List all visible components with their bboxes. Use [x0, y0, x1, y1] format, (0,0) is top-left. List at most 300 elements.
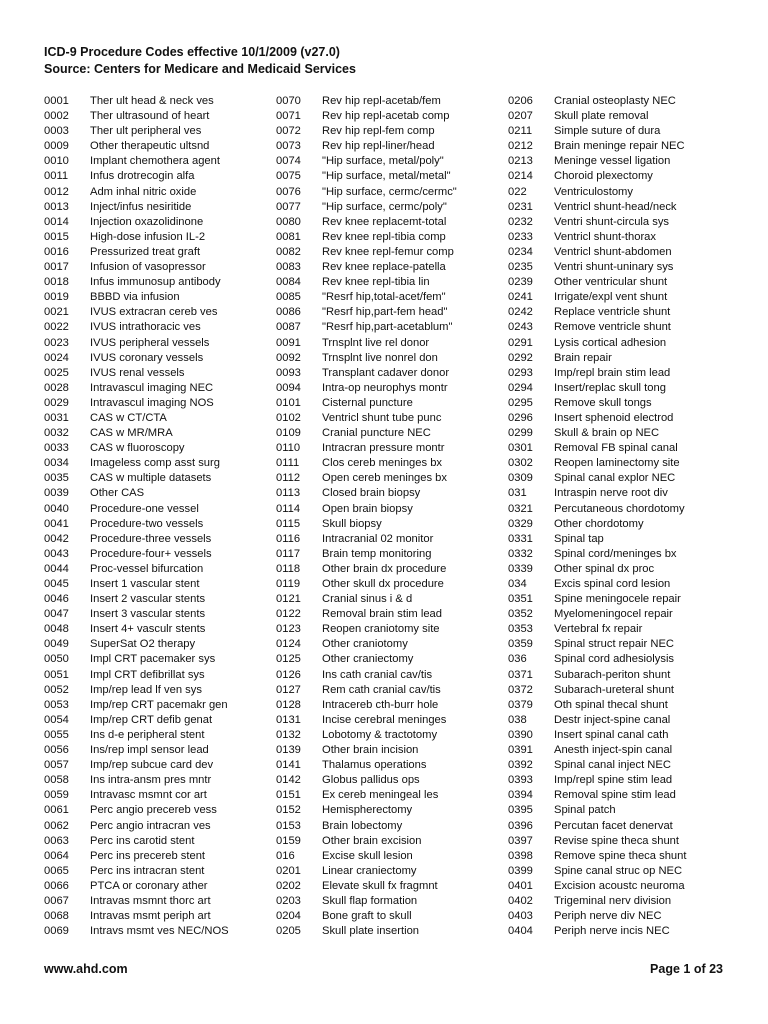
- procedure-code: 0032: [44, 427, 69, 440]
- code-row: [276, 698, 501, 713]
- procedure-code: 0047: [44, 608, 69, 621]
- procedure-code: 0068: [44, 910, 69, 923]
- code-row: [44, 849, 269, 864]
- procedure-description: Clos cereb meninges bx: [322, 457, 443, 470]
- code-row: [276, 622, 501, 637]
- procedure-code: 0372: [508, 683, 533, 696]
- code-column-3: [508, 94, 733, 939]
- code-row: [44, 577, 269, 592]
- code-row: [276, 471, 501, 486]
- procedure-code: 0003: [44, 125, 69, 138]
- code-row: [276, 562, 501, 577]
- procedure-description: IVUS renal vessels: [90, 366, 185, 379]
- code-row: [44, 230, 269, 245]
- procedure-description: Ins/rep impl sensor lead: [90, 744, 209, 757]
- procedure-description: Ther ult head & neck ves: [90, 95, 214, 107]
- procedure-description: Infus immunosup antibody: [90, 276, 221, 289]
- code-row: [276, 607, 501, 622]
- procedure-description: Cisternal puncture: [322, 396, 413, 409]
- procedure-description: Other chordotomy: [554, 517, 644, 530]
- procedure-code: 0040: [44, 502, 69, 515]
- procedure-description: Trnsplnt live rel donor: [322, 336, 430, 349]
- code-row: [44, 411, 269, 426]
- code-row: [508, 547, 733, 562]
- procedure-code: 0042: [44, 532, 69, 545]
- code-row: [44, 894, 269, 909]
- procedure-description: Excision acoustc neuroma: [554, 879, 685, 892]
- procedure-code: 0153: [276, 819, 301, 832]
- procedure-description: Other craniotomy: [322, 638, 408, 651]
- code-row: [44, 381, 269, 396]
- procedure-description: Ventricl shunt-abdomen: [554, 245, 672, 258]
- procedure-code: 034: [508, 578, 527, 590]
- code-row: [276, 109, 501, 124]
- procedure-code: 0061: [44, 804, 69, 817]
- procedure-description: Rev knee replacemt-total: [322, 215, 447, 228]
- procedure-description: Insert/replac skull tong: [554, 381, 666, 394]
- procedure-description: Skull biopsy: [322, 517, 382, 530]
- procedure-description: Perc ins precereb stent: [90, 849, 206, 862]
- procedure-description: Cranial puncture NEC: [322, 427, 431, 440]
- code-row: [508, 154, 733, 169]
- procedure-description: Insert 2 vascular stents: [90, 593, 206, 606]
- procedure-code: 0094: [276, 381, 301, 394]
- procedure-description: Rev knee repl-tibia lin: [322, 276, 430, 289]
- code-row: [276, 849, 501, 864]
- procedure-code: 0059: [44, 789, 69, 802]
- procedure-code: 0214: [508, 170, 533, 183]
- procedure-code: 0087: [276, 321, 301, 334]
- code-row: [44, 320, 269, 335]
- code-row: [508, 94, 733, 109]
- procedure-code: 0071: [276, 110, 301, 123]
- procedure-code: 0028: [44, 381, 69, 394]
- code-row: [508, 924, 733, 939]
- procedure-code: 0233: [508, 230, 533, 243]
- code-row: [44, 683, 269, 698]
- procedure-code: 0293: [508, 366, 533, 379]
- code-row: [508, 305, 733, 320]
- code-row: [276, 94, 501, 109]
- procedure-description: Spine canal struc op NEC: [554, 864, 683, 877]
- code-row: [508, 124, 733, 139]
- code-row: [276, 728, 501, 743]
- procedure-description: Brain repair: [554, 351, 612, 364]
- procedure-code: 0329: [508, 517, 533, 530]
- procedure-code: 0009: [44, 140, 69, 153]
- procedure-code: 0402: [508, 894, 533, 907]
- procedure-code: 0332: [508, 547, 533, 560]
- procedure-code: 0014: [44, 215, 69, 228]
- procedure-description: Imp/repl brain stim lead: [554, 366, 671, 379]
- procedure-code: 0011: [44, 170, 69, 183]
- code-row: [44, 441, 269, 456]
- procedure-description: Incise cerebral meninges: [322, 713, 447, 726]
- code-row: [276, 773, 501, 788]
- procedure-code: 0131: [276, 713, 301, 726]
- procedure-description: Cranial osteoplasty NEC: [554, 95, 676, 107]
- code-row: [44, 185, 269, 200]
- procedure-code: 0211: [508, 125, 533, 138]
- procedure-code: 0055: [44, 728, 69, 741]
- code-row: [276, 803, 501, 818]
- code-row: [508, 336, 733, 351]
- procedure-description: Inject/infus nesiritide: [90, 200, 192, 213]
- procedure-code: 0403: [508, 910, 533, 923]
- procedure-description: Ventricl shunt tube punc: [322, 411, 442, 424]
- procedure-code: 0232: [508, 215, 533, 228]
- code-row: [44, 426, 269, 441]
- procedure-description: Ventri shunt-uninary sys: [554, 261, 674, 274]
- code-row: [508, 245, 733, 260]
- code-row: [276, 366, 501, 381]
- procedure-description: Ventri shunt-circula sys: [554, 215, 670, 228]
- procedure-code: 0394: [508, 789, 533, 802]
- document-title: ICD-9 Procedure Codes effective 10/1/2009 (v27.0): [44, 45, 340, 59]
- code-row: [508, 909, 733, 924]
- procedure-description: Irrigate/expl vent shunt: [554, 291, 668, 304]
- procedure-description: Spinal tap: [554, 532, 604, 545]
- procedure-code: 0111: [276, 457, 300, 470]
- code-row: [276, 320, 501, 335]
- procedure-code: 0031: [44, 411, 69, 424]
- procedure-code: 0034: [44, 457, 69, 470]
- code-row: [508, 532, 733, 547]
- code-row: [508, 743, 733, 758]
- procedure-code: 0046: [44, 593, 69, 606]
- procedure-code: 0231: [508, 200, 533, 213]
- procedure-description: IVUS intrathoracic ves: [90, 321, 201, 334]
- procedure-description: Reopen craniotomy site: [322, 623, 440, 636]
- procedure-code: 0022: [44, 321, 69, 334]
- procedure-description: Intravasc msmnt cor art: [90, 789, 207, 802]
- procedure-description: Proc-vessel bifurcation: [90, 562, 204, 575]
- procedure-description: Trigeminal nerv division: [554, 894, 672, 907]
- code-row: [44, 215, 269, 230]
- procedure-code: 0242: [508, 306, 533, 319]
- procedure-description: Periph nerve incis NEC: [554, 925, 670, 938]
- procedure-description: Spinal canal inject NEC: [554, 759, 671, 772]
- code-row: [44, 607, 269, 622]
- procedure-description: Remove ventricle shunt: [554, 321, 671, 334]
- procedure-code: 0321: [508, 502, 533, 515]
- code-row: [508, 109, 733, 124]
- procedure-description: Rev hip repl-fem comp: [322, 125, 435, 138]
- code-row: [44, 592, 269, 607]
- code-row: [44, 819, 269, 834]
- procedure-code: 0206: [508, 95, 533, 107]
- procedure-description: CAS w fluoroscopy: [90, 442, 185, 455]
- procedure-description: IVUS peripheral vessels: [90, 336, 210, 349]
- code-row: [276, 894, 501, 909]
- procedure-description: Insert sphenoid electrod: [554, 411, 674, 424]
- procedure-code: 0395: [508, 804, 533, 817]
- procedure-description: "Hip surface, cermc/poly": [322, 200, 447, 213]
- code-row: [44, 456, 269, 471]
- procedure-code: 0043: [44, 547, 69, 560]
- procedure-code: 0058: [44, 774, 69, 787]
- procedure-description: CAS w MR/MRA: [90, 427, 173, 440]
- procedure-description: Other therapeutic ultsnd: [90, 140, 210, 153]
- procedure-description: Intravas msmt periph art: [90, 910, 211, 923]
- procedure-description: Subarach-periton shunt: [554, 668, 671, 681]
- procedure-code: 0093: [276, 366, 301, 379]
- procedure-description: Intravas msmnt thorc art: [90, 894, 211, 907]
- code-row: [276, 245, 501, 260]
- procedure-description: Spinal struct repair NEC: [554, 638, 674, 651]
- code-row: [276, 577, 501, 592]
- procedure-code: 0118: [276, 562, 301, 575]
- procedure-description: Excise skull lesion: [322, 849, 413, 862]
- procedure-description: Intravascul imaging NEC: [90, 381, 214, 394]
- procedure-description: Intracran pressure montr: [322, 442, 445, 455]
- procedure-description: Subarach-ureteral shunt: [554, 683, 675, 696]
- procedure-description: Impl CRT pacemaker sys: [90, 653, 216, 666]
- code-row: [508, 426, 733, 441]
- code-row: [508, 758, 733, 773]
- procedure-code: 0073: [276, 140, 301, 153]
- code-row: [276, 637, 501, 652]
- procedure-description: Lysis cortical adhesion: [554, 336, 667, 349]
- code-row: [276, 351, 501, 366]
- procedure-code: 036: [508, 653, 527, 666]
- procedure-code: 0124: [276, 638, 301, 651]
- code-row: [44, 879, 269, 894]
- procedure-code: 0082: [276, 245, 301, 258]
- procedure-description: Other ventricular shunt: [554, 276, 668, 289]
- procedure-description: Myelomeningocel repair: [554, 608, 673, 621]
- code-row: [44, 743, 269, 758]
- procedure-code: 0023: [44, 336, 69, 349]
- code-row: [276, 411, 501, 426]
- code-row: [44, 200, 269, 215]
- procedure-code: 0116: [276, 532, 301, 545]
- procedure-code: 0016: [44, 245, 69, 258]
- code-row: [276, 486, 501, 501]
- procedure-code: 0128: [276, 698, 301, 711]
- procedure-description: PTCA or coronary ather: [90, 879, 208, 892]
- procedure-description: Other brain dx procedure: [322, 562, 447, 575]
- procedure-code: 0081: [276, 230, 301, 243]
- procedure-description: Brain temp monitoring: [322, 547, 432, 560]
- procedure-description: Intravs msmt ves NEC/NOS: [90, 925, 229, 938]
- code-row: [508, 381, 733, 396]
- code-row: [44, 109, 269, 124]
- procedure-description: Rev knee replace-patella: [322, 261, 446, 274]
- procedure-description: Insert 4+ vasculr stents: [90, 623, 206, 636]
- code-row: [44, 245, 269, 260]
- procedure-code: 0092: [276, 351, 301, 364]
- procedure-code: 0294: [508, 381, 533, 394]
- code-row: [508, 275, 733, 290]
- procedure-code: 0371: [508, 668, 533, 681]
- code-row: [508, 320, 733, 335]
- procedure-description: Transplant cadaver donor: [322, 366, 450, 379]
- code-row: [276, 124, 501, 139]
- procedure-code: 0127: [276, 683, 301, 696]
- procedure-description: Skull plate insertion: [322, 925, 420, 938]
- code-row: [44, 773, 269, 788]
- procedure-code: 0205: [276, 925, 301, 938]
- procedure-code: 0123: [276, 623, 301, 636]
- procedure-description: Intravascul imaging NOS: [90, 396, 214, 409]
- procedure-description: Trnsplnt live nonrel don: [322, 351, 438, 364]
- procedure-code: 0002: [44, 110, 69, 123]
- procedure-description: Vertebral fx repair: [554, 623, 643, 636]
- procedure-code: 0012: [44, 185, 69, 198]
- code-row: [276, 169, 501, 184]
- procedure-code: 0067: [44, 894, 69, 907]
- procedure-description: Procedure-four+ vessels: [90, 547, 212, 560]
- procedure-description: Thalamus operations: [322, 759, 427, 772]
- procedure-description: Brain lobectomy: [322, 819, 403, 832]
- code-row: [276, 200, 501, 215]
- code-row: [276, 154, 501, 169]
- code-row: [44, 562, 269, 577]
- procedure-description: Removal brain stim lead: [322, 608, 443, 621]
- code-row: [276, 336, 501, 351]
- code-row: [508, 637, 733, 652]
- procedure-code: 0025: [44, 366, 69, 379]
- procedure-code: 038: [508, 713, 527, 726]
- procedure-code: 0074: [276, 155, 301, 168]
- procedure-description: Rem cath cranial cav/tis: [322, 683, 441, 696]
- code-row: [44, 139, 269, 154]
- procedure-description: Anesth inject-spin canal: [554, 744, 673, 757]
- procedure-description: Lobotomy & tractotomy: [322, 728, 438, 741]
- procedure-code: 0379: [508, 698, 533, 711]
- code-row: [276, 426, 501, 441]
- procedure-code: 0083: [276, 261, 301, 274]
- procedure-description: "Hip surface, cermc/cermc": [322, 185, 457, 198]
- procedure-code: 0052: [44, 683, 69, 696]
- code-row: [508, 879, 733, 894]
- procedure-code: 0202: [276, 879, 301, 892]
- procedure-code: 0075: [276, 170, 301, 183]
- procedure-code: 0301: [508, 442, 533, 455]
- procedure-code: 0057: [44, 759, 69, 772]
- code-row: [508, 622, 733, 637]
- procedure-description: Perc ins carotid stent: [90, 834, 195, 847]
- procedure-code: 0019: [44, 291, 69, 304]
- procedure-description: Impl CRT defibrillat sys: [90, 668, 205, 681]
- code-row: [44, 788, 269, 803]
- procedure-description: Ins intra-ansm pres mntr: [90, 774, 212, 787]
- procedure-description: Removal FB spinal canal: [554, 442, 678, 455]
- code-row: [508, 441, 733, 456]
- code-row: [508, 517, 733, 532]
- procedure-code: 0234: [508, 245, 533, 258]
- code-row: [508, 396, 733, 411]
- code-row: [44, 622, 269, 637]
- procedure-description: Other skull dx procedure: [322, 578, 444, 590]
- procedure-code: 0076: [276, 185, 301, 198]
- code-row: [508, 592, 733, 607]
- procedure-description: Intracranial 02 monitor: [322, 532, 434, 545]
- code-column-1: [44, 94, 269, 939]
- code-row: [44, 652, 269, 667]
- code-row: [44, 124, 269, 139]
- procedure-description: Ins d-e peripheral stent: [90, 728, 205, 741]
- procedure-description: Spinal canal explor NEC: [554, 472, 676, 485]
- procedure-description: Infus drotrecogin alfa: [90, 170, 195, 183]
- procedure-code: 0115: [276, 517, 301, 530]
- procedure-description: Ther ultrasound of heart: [90, 110, 210, 123]
- procedure-description: CAS w CT/CTA: [90, 411, 167, 424]
- procedure-code: 0045: [44, 578, 69, 590]
- code-row: [44, 396, 269, 411]
- procedure-description: Perc angio intracran ves: [90, 819, 211, 832]
- procedure-code: 0113: [276, 487, 301, 500]
- procedure-description: Infusion of vasopressor: [90, 261, 206, 274]
- code-row: [44, 502, 269, 517]
- procedure-description: BBBD via infusion: [90, 291, 180, 304]
- code-row: [508, 788, 733, 803]
- document-source: Source: Centers for Medicare and Medicaid Services: [44, 62, 356, 76]
- code-row: [44, 728, 269, 743]
- procedure-description: Open cereb meninges bx: [322, 472, 448, 485]
- procedure-description: SuperSat O2 therapy: [90, 638, 196, 651]
- code-row: [276, 743, 501, 758]
- code-row: [276, 502, 501, 517]
- procedure-code: 0064: [44, 849, 69, 862]
- procedure-code: 0066: [44, 879, 69, 892]
- code-row: [44, 336, 269, 351]
- procedure-code: 0102: [276, 411, 301, 424]
- procedure-description: Ex cereb meningeal les: [322, 789, 439, 802]
- procedure-code: 0292: [508, 351, 533, 364]
- procedure-description: High-dose infusion IL-2: [90, 230, 206, 243]
- procedure-code: 0243: [508, 321, 533, 334]
- procedure-description: Implant chemothera agent: [90, 155, 220, 168]
- procedure-description: Spine meningocele repair: [554, 593, 681, 606]
- procedure-description: Skull plate removal: [554, 110, 649, 123]
- procedure-code: 0352: [508, 608, 533, 621]
- procedure-description: Rev hip repl-liner/head: [322, 140, 435, 153]
- procedure-code: 0044: [44, 562, 69, 575]
- code-row: [44, 275, 269, 290]
- code-row: [508, 834, 733, 849]
- procedure-code: 0033: [44, 442, 69, 455]
- procedure-description: Skull flap formation: [322, 894, 418, 907]
- procedure-description: Insert 1 vascular stent: [90, 578, 200, 590]
- procedure-description: Rev knee repl-femur comp: [322, 245, 454, 258]
- procedure-description: Ventriculostomy: [554, 185, 633, 198]
- procedure-description: Oth spinal thecal shunt: [554, 698, 668, 711]
- procedure-code: 0392: [508, 759, 533, 772]
- code-row: [508, 668, 733, 683]
- procedure-code: 0151: [276, 789, 301, 802]
- procedure-description: Bone graft to skull: [322, 910, 412, 923]
- procedure-code: 0291: [508, 336, 533, 349]
- procedure-code: 0141: [276, 759, 301, 772]
- procedure-code: 0331: [508, 532, 533, 545]
- code-row: [44, 713, 269, 728]
- procedure-description: Percutan facet denervat: [554, 819, 673, 832]
- procedure-code: 031: [508, 487, 527, 500]
- code-row: [508, 486, 733, 501]
- procedure-description: Meninge vessel ligation: [554, 155, 671, 168]
- procedure-description: Ventricl shunt-thorax: [554, 230, 656, 243]
- procedure-code: 0309: [508, 472, 533, 485]
- procedure-code: 0295: [508, 396, 533, 409]
- code-row: [508, 471, 733, 486]
- procedure-description: "Resrf hip,part-fem head": [322, 306, 448, 319]
- procedure-code: 0299: [508, 427, 533, 440]
- procedure-description: Procedure-three vessels: [90, 532, 212, 545]
- code-row: [276, 290, 501, 305]
- procedure-description: Spinal cord/meninges bx: [554, 547, 677, 560]
